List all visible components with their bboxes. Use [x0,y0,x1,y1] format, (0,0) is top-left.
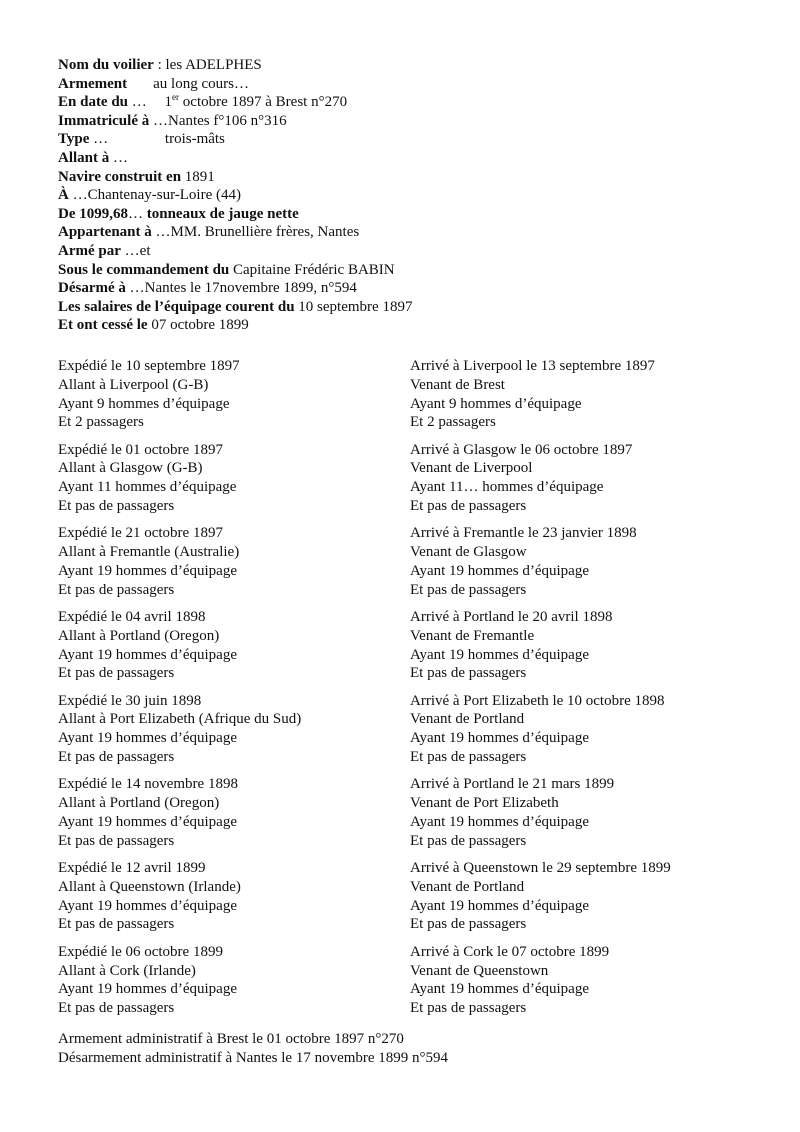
departure-entry [58,943,410,1018]
arrival-line: Venant de Glasgow [410,544,527,561]
arrival-line: Ayant 19 hommes d’équipage [410,730,589,747]
arrival-line: Ayant 9 hommes d’équipage [410,395,582,412]
field-label: Immatriculé à [58,112,150,129]
voyage-row [58,524,758,599]
document-page [58,56,758,1067]
arrival-entry [410,775,758,850]
departure-line: Allant à Portland (Oregon) [58,627,220,644]
field-cesse [58,316,758,335]
field-label: Et ont cessé le [58,317,148,334]
voyage-row [58,357,758,432]
departure-line: Allant à Cork (Irlande) [58,962,196,979]
arrival-entry [410,357,758,432]
departure-line: Et pas de passagers [58,665,175,682]
arrival-line: Et 2 passagers [410,414,496,431]
field-label: À [58,187,69,204]
arrival-entry [410,943,758,1018]
arrival-line: Arrivé à Portland le 21 mars 1899 [410,776,615,793]
field-appartenant [58,223,758,242]
departure-line: Ayant 19 hommes d’équipage [58,897,237,914]
arrival-line: Ayant 19 hommes d’équipage [410,646,589,663]
departure-line: Et pas de passagers [58,1000,175,1017]
departure-line: Expédié le 04 avril 1898 [58,608,206,625]
field-label: Armé par [58,242,121,259]
arrival-line: Venant de Port Elizabeth [410,795,559,812]
arrival-line: Ayant 19 hommes d’équipage [410,897,589,914]
arrival-line: Et pas de passagers [410,832,527,849]
departure-line: Allant à Port Elizabeth (Afrique du Sud) [58,711,302,728]
departure-line: Et 2 passagers [58,414,144,431]
arrival-line: Venant de Brest [410,376,505,393]
header-block [58,56,758,335]
departure-line: Et pas de passagers [58,832,175,849]
arrival-line: Et pas de passagers [410,497,527,514]
field-value: … [109,149,129,166]
field-value: …MM. Brunellière frères, Nantes [151,224,360,241]
departure-line: Expédié le 06 octobre 1899 [58,943,223,960]
arrival-line: Venant de Fremantle [410,627,535,644]
arrival-line: Arrivé à Glasgow le 06 octobre 1897 [410,441,633,458]
field-label: Type [58,131,90,148]
field-a [58,186,758,205]
arrival-line: Et pas de passagers [410,749,527,766]
field-en-date-du: En date du … 1er octobre 1897 à Brest n°270 [58,92,348,111]
field-desarme [58,279,758,298]
voyage-row [58,859,758,934]
field-label: Appartenant à [58,224,152,241]
field-value: trois-mâts [164,131,225,148]
departure-line: Et pas de passagers [58,749,175,766]
field-value: …Chantenay-sur-Loire (44) [68,187,241,204]
field-value: … [128,205,147,222]
field-commandement [58,261,758,280]
departure-line: Expédié le 14 novembre 1898 [58,776,238,793]
departure-line: Ayant 19 hommes d’équipage [58,562,237,579]
voyage-row [58,692,758,767]
field-value: …Nantes f°106 n°316 [149,112,287,129]
departure-entry [58,357,410,432]
departure-line: Ayant 19 hommes d’équipage [58,981,237,998]
field-allant [58,149,758,168]
field-value: les ADELPHES [165,57,262,73]
footer-block [58,1030,758,1067]
arrival-line: Arrivé à Queenstown le 29 septembre 1899 [410,860,671,877]
field-value: octobre 1897 à Brest n°270 [179,94,348,111]
footer-desarmement: Désarmement administratif à Nantes le 17 novembre 1899 n°594 [58,1049,449,1066]
field-construit [58,168,758,187]
field-salaires [58,298,758,317]
voyage-row [58,441,758,516]
arrival-line: Venant de Queenstown [410,962,549,979]
departure-line: Ayant 19 hommes d’équipage [58,730,237,747]
field-value: au long cours… [153,75,249,92]
field-value: …et [120,242,151,259]
arrival-line: Ayant 19 hommes d’équipage [410,813,589,830]
field-armement [58,75,758,94]
departure-line: Expédié le 12 avril 1899 [58,860,206,877]
voyage-row [58,775,758,850]
field-label: Armement [58,75,128,92]
departure-line: Allant à Liverpool (G-B) [58,376,209,393]
departure-line: Expédié le 30 juin 1898 [58,692,202,709]
departure-line: Expédié le 21 octobre 1897 [58,525,223,542]
departure-entry [58,608,410,683]
arrival-line: Et pas de passagers [410,581,527,598]
arrival-entry [410,524,758,599]
departure-line: Allant à Glasgow (G-B) [58,460,203,477]
departure-line: Ayant 11 hommes d’équipage [58,479,237,496]
field-label: Nom du voilier [58,57,154,73]
departure-line: Ayant 9 hommes d’équipage [58,395,230,412]
arrival-line: Ayant 19 hommes d’équipage [410,981,589,998]
departure-entry [58,441,410,516]
departure-line: Allant à Portland (Oregon) [58,795,220,812]
arrival-line: Venant de Portland [410,711,525,728]
arrival-entry [410,859,758,934]
arrival-line: Ayant 11… hommes d’équipage [410,479,604,496]
arrival-line: Venant de Portland [410,878,525,895]
departure-line: Et pas de passagers [58,497,175,514]
field-type: Type … trois-mâts [58,131,225,148]
field-label: Navire construit en [58,168,182,185]
arrival-line: Ayant 19 hommes d’équipage [410,562,589,579]
field-value-day: 1 [164,94,173,111]
field-nom-du-voilier: Nom du voilier : les ADELPHES [58,57,262,73]
departure-line: Allant à Fremantle (Australie) [58,544,240,561]
field-value: 1891 [181,168,215,185]
arrival-line: Et pas de passagers [410,1000,527,1017]
departure-line: Expédié le 10 septembre 1897 [58,357,240,374]
arrival-line: Venant de Liverpool [410,460,533,477]
field-value: 07 octobre 1899 [147,317,249,334]
field-value: Capitaine Frédéric BABIN [229,261,395,278]
field-value: …Nantes le 17novembre 1899, n°594 [125,280,357,297]
departure-line: Et pas de passagers [58,916,175,933]
arrival-entry [410,692,758,767]
footer-armement: Armement administratif à Brest le 01 octobre 1897 n°270 [58,1030,404,1047]
departure-line: Expédié le 01 octobre 1897 [58,441,223,458]
field-label: Allant à [58,149,110,166]
field-jauge: De 1099,68… tonneaux de jauge nette [58,205,299,222]
arrival-line: Arrivé à Cork le 07 octobre 1899 [410,943,610,960]
field-label: De 1099,68 [58,205,128,222]
departure-line: Et pas de passagers [58,581,175,598]
departure-entry [58,524,410,599]
departure-entry [58,775,410,850]
departure-entry [58,692,410,767]
arrival-entry [410,608,758,683]
arrival-line: Et pas de passagers [410,916,527,933]
voyages-list [58,357,758,1018]
field-label: Les salaires de l’équipage courent du [58,298,295,315]
arrival-line: Arrivé à Portland le 20 avril 1898 [410,608,613,625]
field-immatricule [58,112,758,131]
voyage-row [58,943,758,1018]
departure-line: Ayant 19 hommes d’équipage [58,813,237,830]
departure-entry [58,859,410,934]
voyage-row [58,608,758,683]
field-value: 10 septembre 1897 [294,298,413,315]
departure-line: Allant à Queenstown (Irlande) [58,878,241,895]
field-label: Désarmé à [58,280,126,297]
arrival-line: Arrivé à Liverpool le 13 septembre 1897 [410,357,655,374]
arrival-line: Arrivé à Fremantle le 23 janvier 1898 [410,525,637,542]
field-label: Sous le commandement du [58,261,230,278]
field-label: En date du [58,94,129,111]
arrival-entry [410,441,758,516]
arrival-line: Arrivé à Port Elizabeth le 10 octobre 1898 [410,692,665,709]
field-arme-par [58,242,758,261]
departure-line: Ayant 19 hommes d’équipage [58,646,237,663]
arrival-line: Et pas de passagers [410,665,527,682]
